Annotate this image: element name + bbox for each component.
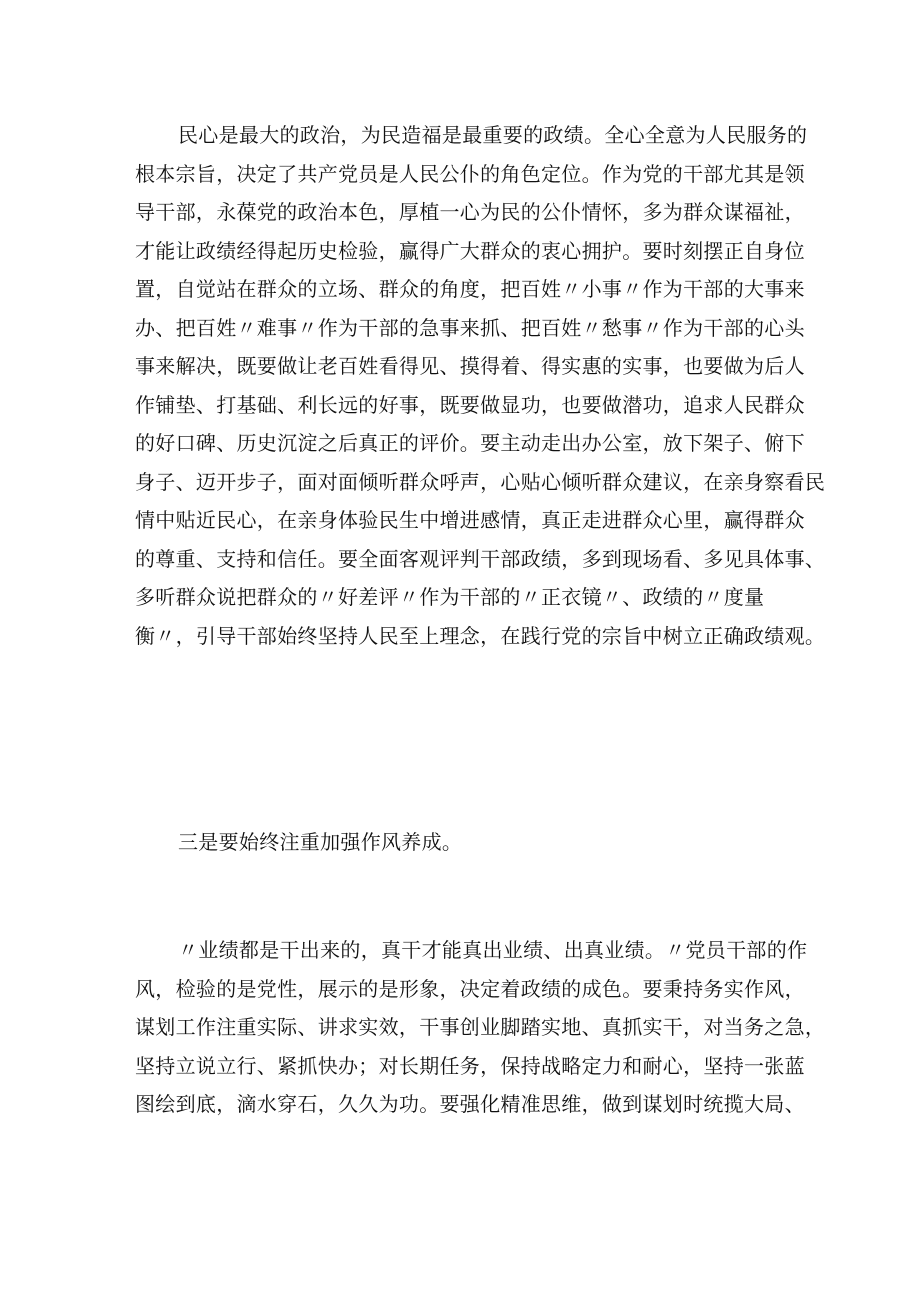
text-line: 办、把百姓〃难事〃作为干部的急事来抓、把百姓〃愁事〃作为干部的心头 (135, 315, 805, 340)
text-line: 〃业绩都是干出来的，真干才能真出业绩、出真业绩。〃党员干部的作 (178, 938, 808, 962)
text-line: 作铺垫、打基础、利长远的好事，既要做显功，也要做潜功，追求人民群众 (135, 392, 805, 417)
text-line: 的好口碑、历史沉淀之后真正的评价。要主动走出办公室，放下架子、俯下 (135, 431, 805, 455)
text-line: 置，自觉站在群众的立场、群众的角度，把百姓〃小事〃作为干部的大事来 (135, 277, 805, 301)
text-line: 多听群众说把群众的〃好差评〃作为干部的〃正衣镜〃、政绩的〃度量 (135, 585, 765, 609)
text-line: 风，检验的是党性，展示的是形象，决定着政绩的成色。要秉持务实作风， (135, 976, 805, 1001)
section-heading-work-style (135, 823, 795, 862)
text-line: 坚持立说立行、紧抓快办；对长期任务，保持战略定力和耐心，坚持一张蓝 (135, 1053, 805, 1078)
text-line: 事来解决，既要做让老百姓看得见、摸得着、得实惠的实事，也要做为后人 (135, 354, 805, 378)
text-line: 谋划工作注重实际、讲求实效，干事创业脚踏实地、真抓实干，对当务之急， (135, 1015, 826, 1039)
text-line: 的尊重、支持和信任。要全面客观评判干部政绩，多到现场看、多见具体事、 (135, 546, 826, 571)
text-line: 民心是最大的政治，为民造福是最重要的政绩。全心全意为人民服务的 (178, 123, 808, 147)
paragraph-people-heart (135, 116, 826, 655)
section-heading: 三是要始终注重加强作风养成。 (178, 830, 463, 854)
text-line: 才能让政绩经得起历史检验，赢得广大群众的衷心拥护。要时刻摆正自身位 (135, 238, 805, 263)
text-line: 情中贴近民心，在亲身体验民生中增进感情，真正走进群众心里，赢得群众 (135, 508, 805, 532)
text-line: 图绘到底，滴水穿石，久久为功。要强化精准思维，做到谋划时统揽大局、 (135, 1092, 805, 1116)
text-line: 导干部，永葆党的政治本色，厚植一心为民的公仆情怀，多为群众谋福祉， (135, 200, 805, 224)
text-line: 衡〃，引导干部始终坚持人民至上理念，在践行党的宗旨中树立正确政绩观。 (135, 623, 826, 648)
paragraph-work-style (135, 931, 826, 1124)
text-line: 根本宗旨，决定了共产党员是人民公仆的角色定位。作为党的干部尤其是领 (135, 161, 805, 186)
text-line: 身子、迈开步子，面对面倾听群众呼声，心贴心倾听群众建议，在亲身察看民 (135, 469, 826, 494)
